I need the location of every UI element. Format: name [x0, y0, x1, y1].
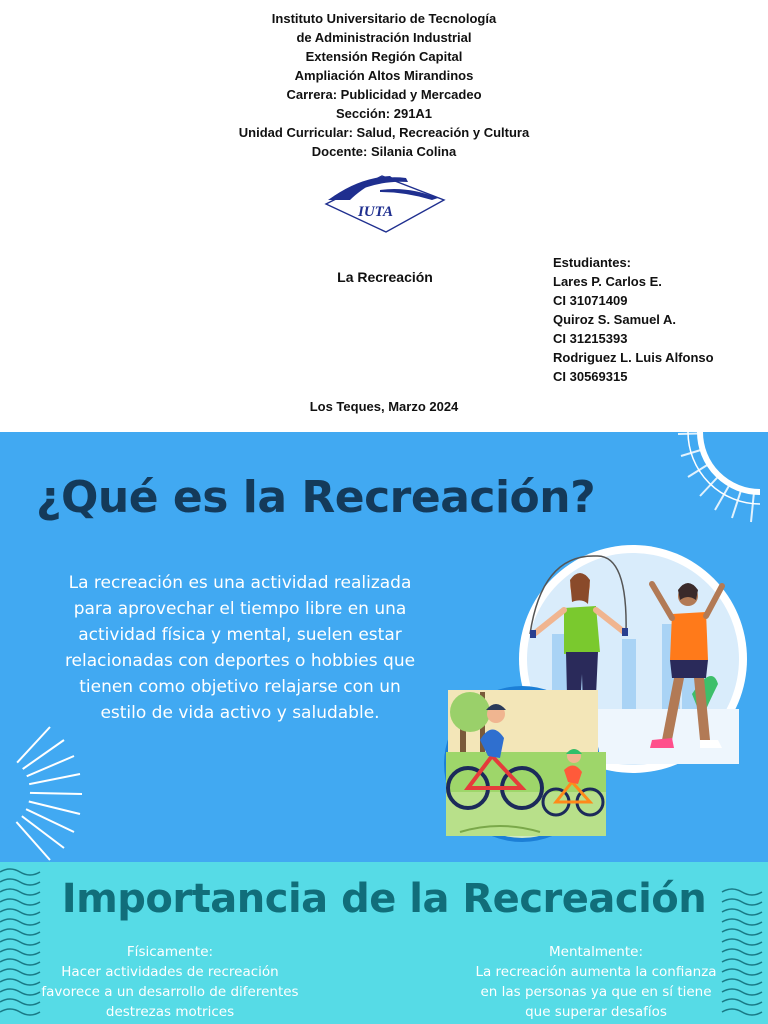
slide-what-is-recreation: [0, 432, 768, 862]
logo-text: IUTA: [358, 204, 394, 220]
document-title: La Recreación: [337, 269, 433, 285]
student-id: CI 30569315: [553, 369, 628, 384]
radial-lines-decoration: [0, 722, 100, 862]
physical-column: [40, 942, 300, 1022]
slide-body-text: La recreación es una actividad realizada para aprovechar el tiempo libre en una actividad física y mental, suelen estar relacionadas con deportes o hobbies que tienen como objetivo relajarse con un estilo de vida activo y saludable.: [64, 573, 416, 723]
iuta-logo: [320, 170, 450, 236]
student-name: Rodriguez L. Luis Alfonso: [553, 350, 714, 365]
cover-page: [0, 0, 768, 432]
cycling-illustration: [440, 684, 610, 842]
mental-column: [466, 942, 726, 1022]
student-id: CI 31215393: [553, 331, 628, 346]
student-name: Quiroz S. Samuel A.: [553, 312, 677, 327]
header-seccion: Sección: 291A1: [335, 106, 433, 121]
mental-text: La recreación aumenta la confianza en las personas ya que en sí tiene que superar desafíos: [475, 964, 717, 1020]
physical-heading: Físicamente:: [126, 944, 214, 960]
header-extension: Extensión Región Capital: [305, 49, 463, 64]
place-date: Los Teques, Marzo 2024: [309, 399, 459, 414]
slide-importance-of-recreation: [0, 862, 768, 1024]
header-unidad: Unidad Curricular: Salud, Recreación y Cultura: [238, 125, 530, 140]
students-heading: Estudiantes:: [553, 255, 632, 270]
student-name: Lares P. Carlos E.: [553, 274, 662, 289]
mental-heading: Mentalmente:: [549, 944, 643, 960]
header-carrera: Carrera: Publicidad y Mercadeo: [286, 87, 482, 102]
header-docente: Docente: Silania Colina: [311, 144, 457, 159]
physical-text: Hacer actividades de recreación favorece a un desarrollo de diferentes destrezas motrices: [41, 964, 299, 1020]
slide-title: ¿Qué es la Recreación?: [36, 472, 596, 523]
student-id: CI 31071409: [553, 293, 628, 308]
header-ampliacion: Ampliación Altos Mirandinos: [294, 68, 474, 83]
slide-title: Importancia de la Recreación: [61, 876, 707, 922]
header-institute: Instituto Universitario de Tecnología: [271, 11, 497, 26]
header-institute-2: de Administración Industrial: [296, 30, 472, 45]
